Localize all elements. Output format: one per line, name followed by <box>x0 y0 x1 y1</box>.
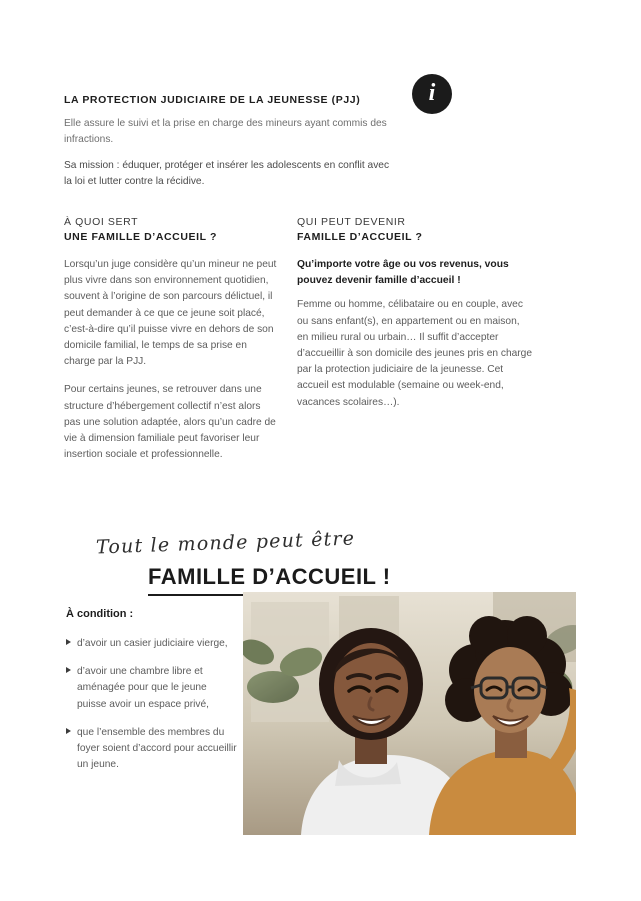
information-icon <box>412 74 452 114</box>
column-left <box>64 215 279 475</box>
pjj-paragraph-1: Elle assure le suivi et la prise en charge des mineurs ayant commis des infractions. <box>64 118 387 145</box>
list-item <box>66 636 238 652</box>
photo-illustration <box>243 592 576 835</box>
conditions-list <box>66 636 238 785</box>
feature-headline: FAMILLE D’ACCUEIL ! <box>148 564 391 596</box>
list-item-label: que l’ensemble des membres du foyer soient d’accord pour accueillir un jeune. <box>77 726 237 771</box>
column-left-heading-line1: À QUOI SERT <box>64 216 139 228</box>
column-right-heading <box>297 215 532 245</box>
list-item <box>66 725 238 774</box>
arrow-bullet-icon <box>66 639 71 645</box>
column-left-paragraph-1: Lorsqu’un juge considère qu’un mineur ne peut plus vivre dans son environnement quotidien, souvent à l’origine de son parcours délictuel, il peut demander à ce que ce jeune soit placé, c’est-à-dire qu’il puisse vivre en dehors de son domicile familial, le temps de sa prise en charge par la PJJ. <box>64 259 277 368</box>
pjj-section-title: LA PROTECTION JUDICIAIRE DE LA JEUNESSE (PJJ) <box>64 94 361 106</box>
conditions-title: À condition : <box>66 608 134 620</box>
column-right-paragraph-1: Femme ou homme, célibataire ou en couple, avec ou sans enfant(s), en appartement ou en maison, en milieu rural ou urbain… Il suffit d’accepter d’accueillir à son domicile des jeunes pris en charge par la protection judiciaire de la jeunesse. Cet accueil est modulable (semaine ou week-end, vacances scolaires…). <box>297 299 533 408</box>
feature-photo <box>243 592 576 835</box>
column-left-heading-line2: UNE FAMILLE D’ACCUEIL ? <box>64 231 218 243</box>
list-item-label: d’avoir un casier judiciaire vierge, <box>77 638 228 649</box>
column-left-paragraph-2: Pour certains jeunes, se retrouver dans une structure d’hébergement collectif n’est alors pas une solution adaptée, alors qu’un cadre de vie à dimension familiale peut favoriser leur insertion sociale et professionnelle. <box>64 384 276 461</box>
column-right-heading-line1: QUI PEUT DEVENIR <box>297 216 406 228</box>
list-item-label: d’avoir une chambre libre et aménagée pour que le jeune puisse avoir un espace privé, <box>77 666 209 710</box>
column-left-heading <box>64 215 279 245</box>
arrow-bullet-icon <box>66 667 71 673</box>
pjj-paragraph-2: Sa mission : éduquer, protéger et insérer les adolescents en conflit avec la loi et lutter contre la récidive. <box>64 160 390 187</box>
pjj-section <box>64 94 394 200</box>
column-right-lead: Qu’importe votre âge ou vos revenus, vous pouvez devenir famille d’accueil ! <box>297 259 509 287</box>
list-item <box>66 664 238 713</box>
column-right <box>297 215 532 423</box>
arrow-bullet-icon <box>66 728 71 734</box>
information-icon-glyph: i <box>428 80 436 106</box>
feature-script-line: Tout le monde peut être <box>95 527 356 559</box>
column-right-heading-line2: FAMILLE D’ACCUEIL ? <box>297 231 423 243</box>
